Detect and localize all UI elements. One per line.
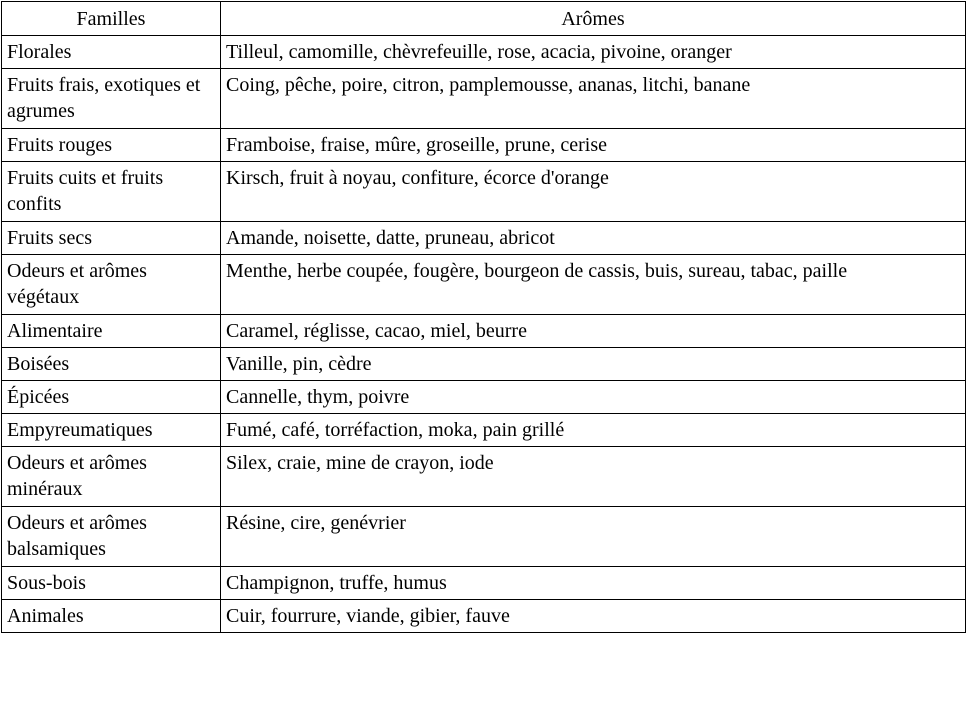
table-row	[2, 414, 966, 447]
table-row	[2, 222, 966, 255]
aromes-cell: Cuir, fourrure, viande, gibier, fauve	[221, 600, 966, 633]
famille-cell: Empyreumatiques	[2, 414, 221, 447]
aroma-families-table	[1, 1, 966, 633]
aromes-cell: Résine, cire, genévrier	[221, 507, 966, 567]
table-row	[2, 69, 966, 129]
aromes-cell: Coing, pêche, poire, citron, pamplemousse, ananas, litchi, banane	[221, 69, 966, 129]
table-row	[2, 315, 966, 348]
famille-cell: Odeurs et arômes balsamiques	[2, 507, 221, 567]
header-aromes: Arômes	[221, 2, 966, 36]
aromes-cell: Vanille, pin, cèdre	[221, 348, 966, 381]
table-row	[2, 600, 966, 633]
famille-cell: Odeurs et arômes minéraux	[2, 447, 221, 507]
header-row	[2, 2, 966, 36]
aromes-cell: Kirsch, fruit à noyau, confiture, écorce d'orange	[221, 162, 966, 222]
aromes-cell: Framboise, fraise, mûre, groseille, prune, cerise	[221, 129, 966, 162]
aromes-cell: Fumé, café, torréfaction, moka, pain grillé	[221, 414, 966, 447]
aromes-cell: Champignon, truffe, humus	[221, 567, 966, 600]
famille-cell: Animales	[2, 600, 221, 633]
table-row	[2, 381, 966, 414]
aromes-cell: Tilleul, camomille, chèvrefeuille, rose, acacia, pivoine, oranger	[221, 36, 966, 69]
aromes-cell: Amande, noisette, datte, pruneau, abricot	[221, 222, 966, 255]
table-row	[2, 507, 966, 567]
table-row	[2, 567, 966, 600]
header-familles: Familles	[2, 2, 221, 36]
table-row	[2, 447, 966, 507]
table-row	[2, 129, 966, 162]
aromes-cell: Menthe, herbe coupée, fougère, bourgeon de cassis, buis, sureau, tabac, paille	[221, 255, 966, 315]
famille-cell: Odeurs et arômes végétaux	[2, 255, 221, 315]
famille-cell: Fruits secs	[2, 222, 221, 255]
table-row	[2, 348, 966, 381]
table-row	[2, 255, 966, 315]
aromes-cell: Silex, craie, mine de crayon, iode	[221, 447, 966, 507]
famille-cell: Boisées	[2, 348, 221, 381]
table-row	[2, 36, 966, 69]
famille-cell: Fruits cuits et fruits confits	[2, 162, 221, 222]
famille-cell: Épicées	[2, 381, 221, 414]
aromes-cell: Caramel, réglisse, cacao, miel, beurre	[221, 315, 966, 348]
famille-cell: Sous-bois	[2, 567, 221, 600]
famille-cell: Florales	[2, 36, 221, 69]
table-row	[2, 162, 966, 222]
famille-cell: Fruits rouges	[2, 129, 221, 162]
famille-cell: Fruits frais, exotiques et agrumes	[2, 69, 221, 129]
famille-cell: Alimentaire	[2, 315, 221, 348]
aromes-cell: Cannelle, thym, poivre	[221, 381, 966, 414]
